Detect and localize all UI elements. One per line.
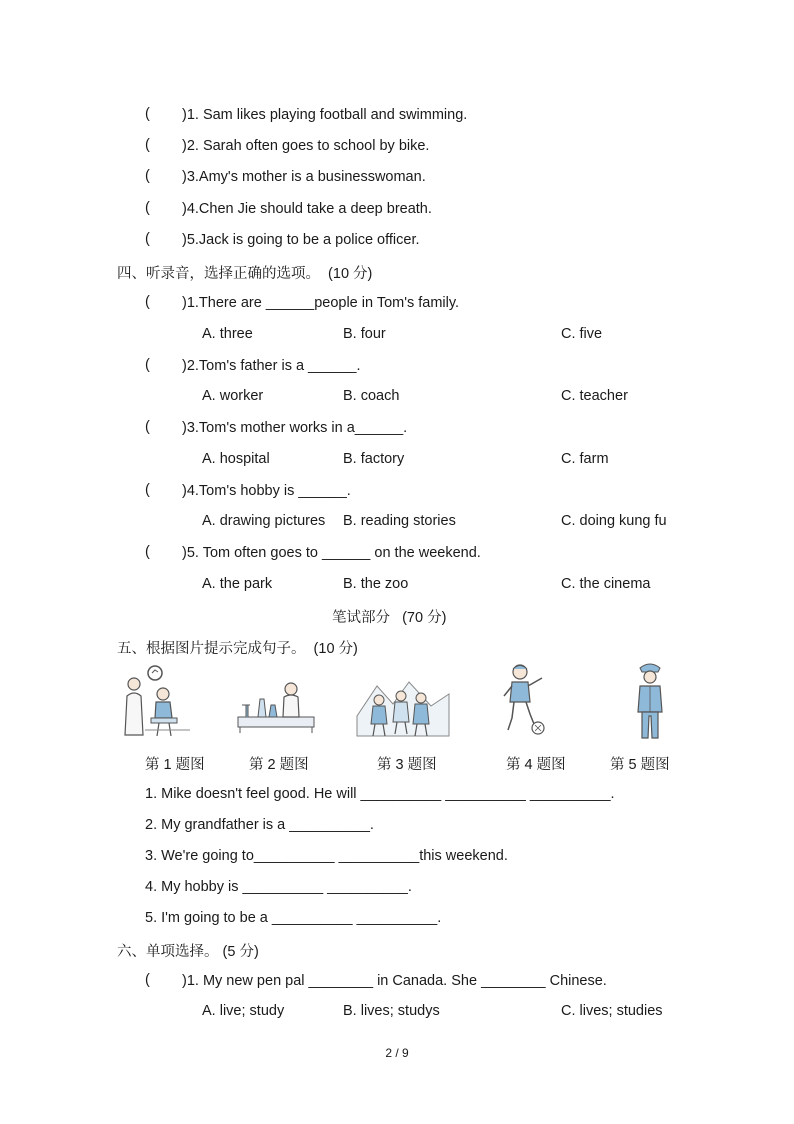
picture-caption-3: 第 3 题图: [377, 757, 437, 773]
option-b: B. the zoo: [343, 576, 409, 592]
answer-paren: (: [145, 544, 150, 560]
picture-caption-1: 第 1 题图: [145, 757, 205, 773]
picture-4-football: [500, 662, 550, 738]
picture-3-hiking: [355, 676, 451, 740]
option-b: B. reading stories: [343, 513, 456, 529]
answer-paren: (: [145, 294, 150, 310]
section-5-heading: 五、根据图片提示完成句子。 (10 分): [117, 641, 358, 657]
answer-paren: (: [145, 106, 150, 122]
tf-item-5: )5.Jack is going to be a police officer.: [182, 232, 420, 248]
option-b: B. coach: [343, 388, 400, 404]
answer-paren: (: [145, 200, 150, 216]
answer-paren: (: [145, 137, 150, 153]
option-b: B. factory: [343, 451, 405, 467]
option-a: A. three: [202, 326, 253, 342]
answer-paren: (: [145, 972, 150, 988]
tf-item-3: )3.Amy's mother is a businesswoman.: [182, 169, 426, 185]
answer-paren: (: [145, 419, 150, 435]
answer-paren: (: [145, 482, 150, 498]
option-a: A. the park: [202, 576, 273, 592]
listening-question-5: )5. Tom often goes to ______ on the weekend.: [182, 545, 481, 561]
section-6-heading: 六、单项选择。 (5 分): [117, 944, 259, 960]
page-number: 2 / 9: [385, 1046, 409, 1060]
option-b: B. lives; studys: [343, 1003, 440, 1019]
fill-sentence-4: 4. My hobby is __________ __________.: [145, 879, 412, 895]
option-c: C. teacher: [561, 388, 628, 404]
picture-caption-2: 第 2 题图: [249, 757, 309, 773]
option-c: C. doing kung fu: [561, 513, 667, 529]
tf-item-4: )4.Chen Jie should take a deep breath.: [182, 201, 432, 217]
option-c: C. farm: [561, 451, 609, 467]
option-a: A. live; study: [202, 1003, 285, 1019]
answer-paren: (: [145, 357, 150, 373]
picture-1-doctor: [115, 660, 195, 740]
listening-question-3: )3.Tom's mother works in a______.: [182, 420, 408, 436]
picture-caption-5: 第 5 题图: [610, 757, 670, 773]
choice-question-1: )1. My new pen pal ________ in Canada. She ________ Chinese.: [182, 973, 607, 989]
option-a: A. worker: [202, 388, 264, 404]
section-4-heading: 四、听录音，选择正确的选项。 (10 分): [117, 266, 373, 282]
option-a: A. hospital: [202, 451, 270, 467]
listening-question-2: )2.Tom's father is a ______.: [182, 358, 361, 374]
tf-item-1: )1. Sam likes playing football and swimming.: [182, 107, 468, 123]
option-b: B. four: [343, 326, 386, 342]
fill-sentence-3: 3. We're going to__________ __________this weekend.: [145, 848, 508, 864]
fill-sentence-1: 1. Mike doesn't feel good. He will __________ __________ __________.: [145, 786, 615, 802]
answer-paren: (: [145, 231, 150, 247]
fill-sentence-2: 2. My grandfather is a __________.: [145, 817, 374, 833]
fill-sentence-5: 5. I'm going to be a __________ __________.: [145, 910, 442, 926]
answer-paren: (: [145, 168, 150, 184]
picture-5-police-officer: [630, 660, 670, 742]
option-c: C. lives; studies: [561, 1003, 663, 1019]
written-part-title: 笔试部分 (70 分): [332, 610, 447, 626]
option-a: A. drawing pictures: [202, 513, 326, 529]
option-c: C. the cinema: [561, 576, 651, 592]
picture-2-scientist: [236, 675, 316, 735]
tf-item-2: )2. Sarah often goes to school by bike.: [182, 138, 430, 154]
picture-caption-4: 第 4 题图: [506, 757, 566, 773]
listening-question-4: )4.Tom's hobby is ______.: [182, 483, 351, 499]
listening-question-1: )1.There are ______people in Tom's family.: [182, 295, 460, 311]
option-c: C. five: [561, 326, 603, 342]
